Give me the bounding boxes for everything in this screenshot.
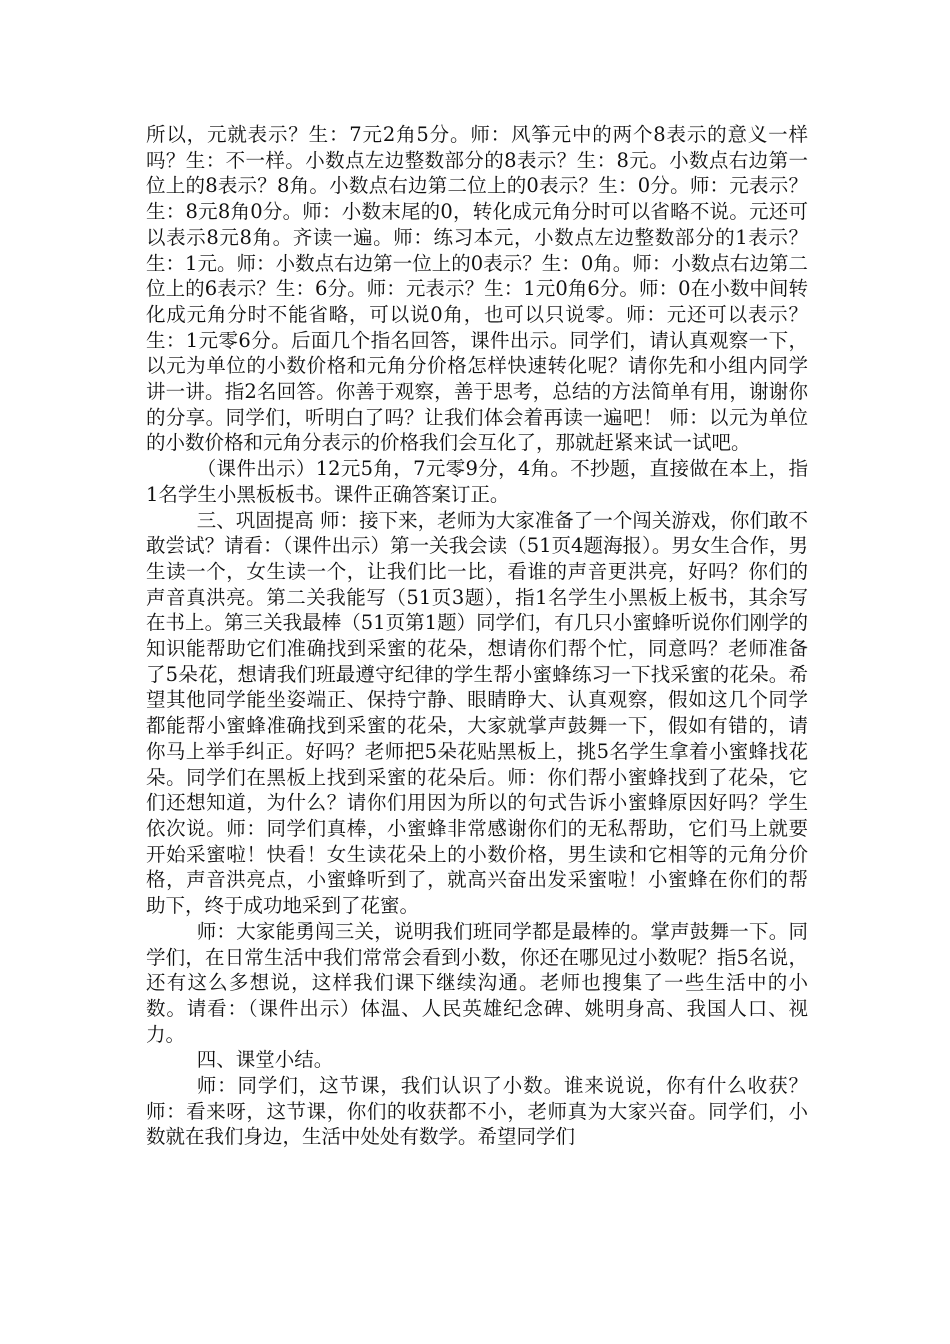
paragraph-lesson-dialogue: 所以，元就表示？生：7元2角5分。师：风筝元中的两个8表示的意义一样吗？生：不一样。小数点左边整数部分的8表示？生：8元。小数点右边第一位上的8表示？8角。小数点右边第二位上的0表示？生：0分。师：元表示？生：8元8角0分。师：小数末尾的0，转化成元角分时可以省略不说。元还可以表示8元8角。齐读一遍。师：练习本元，小数点左边整数部分的1表示？生：1元。师：小数点右边第一位上的0表示？生：0角。师：小数点右边第二位上的6表示？生：6分。师：元表示？生：1元0角6分。师：0在小数中间转化成元角分时不能省略，可以说0角，也可以只说零。师：元还可以表示？生：1元零6分。后面几个指名回答，课件出示。同学们，请认真观察一下，以元为单位的小数价格和元角分价格怎样快速转化呢？请你先和小组内同学讲一讲。指2名回答。你善于观察，善于思考，总结的方法简单有用，谢谢你的分享。同学们，听明白了吗？让我们体会着再读一遍吧！ 师：以元为单位的小数价格和元角分表示的价格我们会互化了，那就赶紧来试一试吧。: [146, 123, 808, 455]
paragraph-life-decimals: 师：大家能勇闯三关，说明我们班同学都是最棒的。掌声鼓舞一下。同学们，在日常生活中我们常常会看到小数，你还在哪见过小数呢？指5名说，还有这么多想说，这样我们课下继续沟通。老师也搜集了一些生活中的小数。请看：（课件出示）体温、人民英雄纪念碑、姚明身高、我国人口、视力。: [146, 919, 808, 1046]
document-page: [146, 122, 808, 1150]
paragraph-courseware-exercise: （课件出示）12元5角，7元零9分，4角。不抄题，直接做在本上，指1名学生小黑板板书。课件正确答案订正。: [146, 457, 808, 506]
paragraph-summary: 师：同学们，这节课，我们认识了小数。谁来说说，你有什么收获？ 师：看来呀，这节课，你们的收获都不小，老师真为大家兴奋。同学们，小数就在我们身边，生活中处处有数学。希望同学们: [146, 1074, 808, 1149]
section-heading-summary: 四、课堂小结。: [196, 1048, 334, 1072]
paragraph-consolidation: 三、巩固提高 师：接下来，老师为大家准备了一个闯关游戏，你们敢不敢尝试？请看：（课件出示）第一关我会读（51页4题海报）。男女生合作，男生读一个，女生读一个，让我们比一比，看谁的声音更洪亮，好吗？你们的声音真洪亮。第二关我能写（51页3题），指1名学生小黑板上板书，其余写在书上。第三关我最棒（51页第1题）同学们，有几只小蜜蜂听说你们刚学的知识能帮助它们准确找到采蜜的花朵，想请你们帮个忙，同意吗？老师准备了5朵花，想请我们班最遵守纪律的学生帮小蜜蜂练习一下找采蜜的花朵。希望其他同学能坐姿端正、保持宁静、眼睛睁大、认真观察，假如这几个同学都能帮小蜜蜂准确找到采蜜的花朵，大家就掌声鼓舞一下，假如有错的，请你马上举手纠正。好吗？老师把5朵花贴黑板上，挑5名学生拿着小蜜蜂找花朵。同学们在黑板上找到采蜜的花朵后。师：你们帮小蜜蜂找到了花朵，它们还想知道，为什么？请你们用因为所以的句式告诉小蜜蜂原因好吗？学生依次说。师：同学们真棒，小蜜蜂非常感谢你们的无私帮助，它们马上就要开始采蜜啦！快看！女生读花朵上的小数价格，男生读和它相等的元角分价格，声音洪亮点，小蜜蜂听到了，就高兴奋出发采蜜啦！小蜜蜂在你们的帮助下，终于成功地采到了花蜜。: [146, 508, 808, 918]
